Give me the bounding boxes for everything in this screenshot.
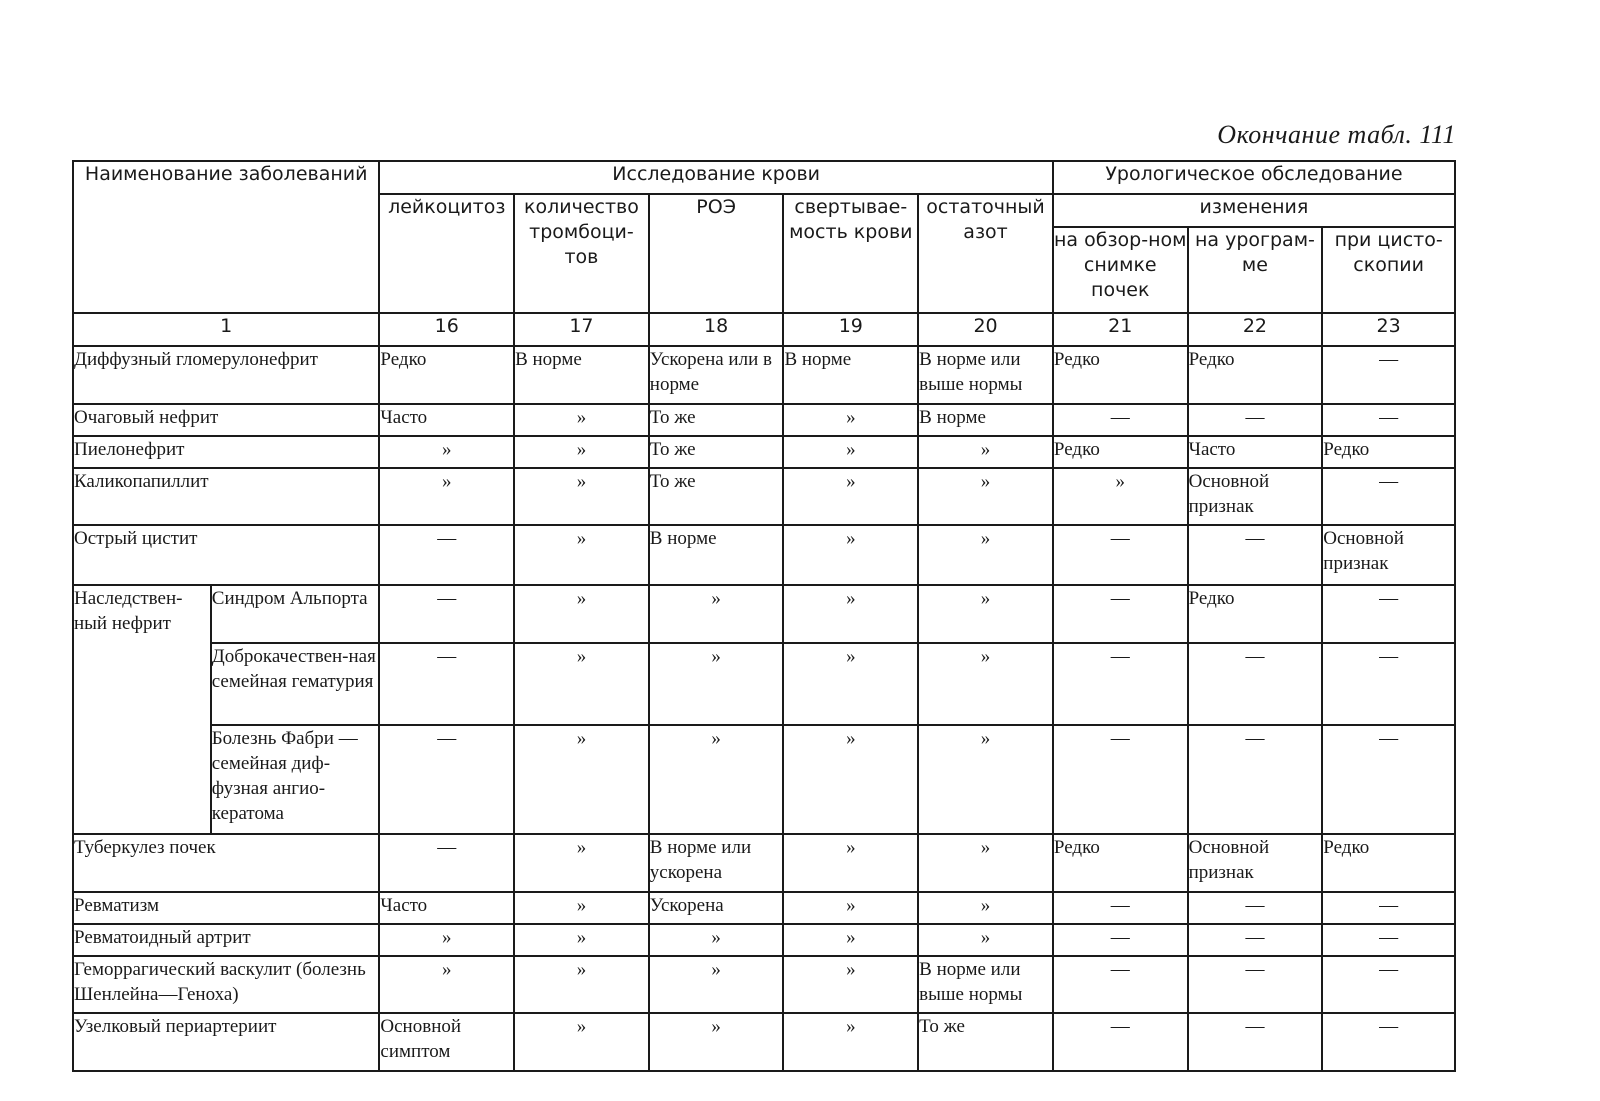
data-cell: » [514,834,649,892]
header-col19: свертывае-мость крови [783,194,918,313]
data-cell: » [783,725,918,834]
data-cell: Основной симптом [379,1013,514,1071]
data-cell: » [649,924,784,956]
table-row [73,956,1455,1014]
header-col17: количество тромбоци-тов [514,194,649,313]
data-cell: » [918,834,1053,892]
data-cell: Часто [1188,436,1323,468]
data-cell: То же [649,404,784,436]
data-cell: » [918,525,1053,585]
disease-name: Геморрагический васкулит (болезнь Шенлейна—Геноха) [73,956,379,1014]
column-number: 23 [1322,313,1455,346]
data-cell: » [379,468,514,526]
data-cell: — [1188,892,1323,924]
disease-subname: Синдром Альпорта [211,585,380,643]
data-cell: » [649,585,784,643]
data-cell: — [1188,1013,1323,1071]
data-cell: » [783,834,918,892]
data-cell: » [514,525,649,585]
data-cell: — [1053,404,1188,436]
data-cell: » [514,892,649,924]
data-cell: » [918,436,1053,468]
data-cell: — [1322,404,1455,436]
header-col20: остаточный азот [918,194,1053,313]
disease-name: Узелковый периартериит [73,1013,379,1071]
data-cell: » [918,643,1053,725]
data-cell: — [1188,643,1323,725]
data-cell: В норме или выше нормы [918,346,1053,404]
data-cell: Основной признак [1322,525,1455,585]
table-row [73,436,1455,468]
data-cell: » [918,585,1053,643]
header-urology: Урологическое обследование [1053,161,1455,194]
data-cell: — [1322,346,1455,404]
table-row [73,468,1455,526]
data-cell: В норме или выше нормы [918,956,1053,1014]
table-caption: Окончание табл. 111 [1217,120,1456,149]
data-cell: Редко [1053,346,1188,404]
data-cell: В норме или ускорена [649,834,784,892]
data-cell: » [783,643,918,725]
data-cell: — [1053,725,1188,834]
table-row [73,892,1455,924]
data-cell: » [649,956,784,1014]
data-cell: — [1188,956,1323,1014]
data-cell: » [918,468,1053,526]
data-cell: Редко [1322,834,1455,892]
data-cell: Ускорена [649,892,784,924]
data-cell: В норме [783,346,918,404]
data-cell: Редко [379,346,514,404]
data-cell: — [1322,892,1455,924]
data-cell: В норме [514,346,649,404]
data-cell: — [379,585,514,643]
data-cell: — [1053,956,1188,1014]
data-cell: — [1322,643,1455,725]
data-cell: » [783,892,918,924]
data-cell: — [1322,956,1455,1014]
data-cell: — [1322,585,1455,643]
data-cell: » [379,924,514,956]
table-row [73,725,1455,834]
data-cell: — [1188,404,1323,436]
data-cell: Редко [1188,585,1323,643]
data-cell: » [379,436,514,468]
data-cell: — [1188,525,1323,585]
header-col23: при цисто-скопии [1322,227,1455,313]
data-cell: » [514,404,649,436]
header-col16: лейкоцитоз [379,194,514,313]
header-col22: на урограм-ме [1188,227,1323,313]
table-row [73,346,1455,404]
data-cell: » [514,585,649,643]
column-number: 22 [1188,313,1323,346]
disease-subname: Болезнь Фабри — семейная диф-фузная ангио-кератома [211,725,380,834]
data-cell: » [514,956,649,1014]
data-cell: » [379,956,514,1014]
data-cell: — [1188,924,1323,956]
data-cell: » [783,585,918,643]
header-col18: РОЭ [649,194,784,313]
table-row [73,1013,1455,1071]
data-cell: » [918,892,1053,924]
data-cell: » [783,956,918,1014]
data-cell: Ускорена или в норме [649,346,784,404]
header-disease-name: Наименование заболеваний [73,161,379,313]
data-cell: Редко [1188,346,1323,404]
header-col21: на обзор-ном снимке почек [1053,227,1188,313]
data-cell: То же [649,468,784,526]
data-cell: » [649,725,784,834]
data-cell: Редко [1053,436,1188,468]
data-cell: » [514,643,649,725]
disease-table [72,160,1456,1072]
data-cell: — [379,643,514,725]
data-cell: » [514,436,649,468]
column-number: 1 [73,313,379,346]
disease-name: Диффузный гломерулонефрит [73,346,379,404]
data-cell: » [918,924,1053,956]
group-label: Наследствен-ный нефрит [73,585,211,834]
data-cell: » [514,924,649,956]
disease-subname: Доброкачествен-ная семейная гематурия [211,643,380,725]
data-cell: Основной признак [1188,468,1323,526]
data-cell: — [1053,585,1188,643]
data-cell: — [1053,643,1188,725]
column-number: 16 [379,313,514,346]
disease-name: Ревматоидный артрит [73,924,379,956]
data-cell: » [783,468,918,526]
data-cell: » [649,643,784,725]
data-cell: — [1053,1013,1188,1071]
data-cell: — [1322,725,1455,834]
data-cell: » [783,525,918,585]
table-row [73,525,1455,585]
data-cell: » [783,1013,918,1071]
data-cell: » [514,1013,649,1071]
data-cell: — [1053,924,1188,956]
data-cell: Основной признак [1188,834,1323,892]
data-cell: — [379,525,514,585]
data-cell: То же [918,1013,1053,1071]
data-cell: В норме [918,404,1053,436]
data-cell: Часто [379,404,514,436]
disease-name: Острый цистит [73,525,379,585]
disease-name: Ревматизм [73,892,379,924]
table-row [73,834,1455,892]
data-cell: » [1053,468,1188,526]
header-changes: изменения [1053,194,1455,227]
table-row [73,924,1455,956]
column-number: 21 [1053,313,1188,346]
data-cell: — [1053,525,1188,585]
column-number: 18 [649,313,784,346]
data-cell: — [379,834,514,892]
data-cell: Часто [379,892,514,924]
data-cell: » [783,924,918,956]
data-cell: » [649,1013,784,1071]
data-cell: — [1322,924,1455,956]
column-number: 17 [514,313,649,346]
header-blood-tests: Исследование крови [379,161,1053,194]
data-cell: — [379,725,514,834]
data-cell: » [918,725,1053,834]
table-row [73,643,1455,725]
data-cell: В норме [649,525,784,585]
data-cell: » [514,725,649,834]
table-row [73,404,1455,436]
data-cell: — [1188,725,1323,834]
disease-name: Пиелонефрит [73,436,379,468]
data-cell: » [514,468,649,526]
disease-name: Туберкулез почек [73,834,379,892]
data-cell: — [1322,468,1455,526]
data-cell: То же [649,436,784,468]
column-number: 20 [918,313,1053,346]
column-number: 19 [783,313,918,346]
data-cell: — [1322,1013,1455,1071]
data-cell: » [783,404,918,436]
data-cell: » [783,436,918,468]
disease-name: Каликопапиллит [73,468,379,526]
data-cell: — [1053,892,1188,924]
table-row [73,585,1455,643]
disease-name: Очаговый нефрит [73,404,379,436]
data-cell: Редко [1053,834,1188,892]
data-cell: Редко [1322,436,1455,468]
